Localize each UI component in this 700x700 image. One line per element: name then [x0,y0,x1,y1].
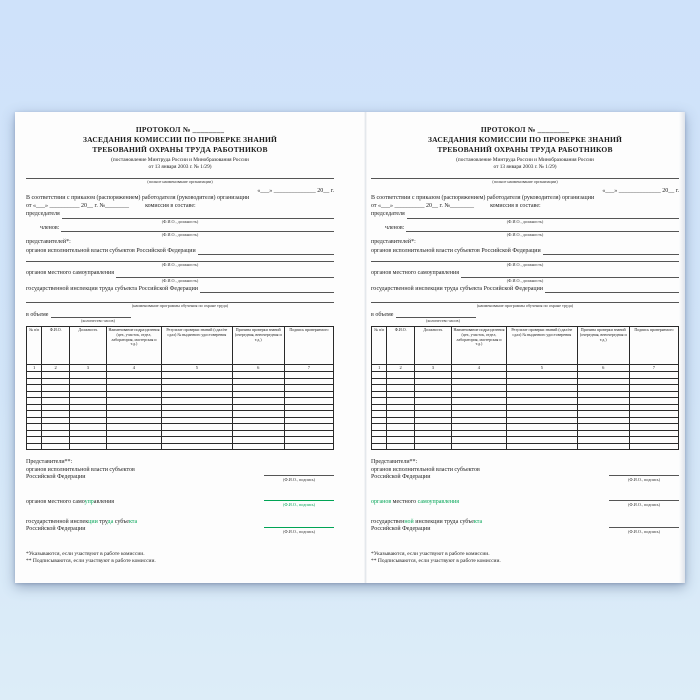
exec-footer-line2: Российской Федерации [26,474,86,480]
fio-caption: (Ф.И.О., должность) [161,262,199,267]
exec-authority-blank [198,248,334,255]
volume-label: в объеме [371,312,394,318]
local-gov-signature-block [609,494,679,507]
signature-line [609,494,679,501]
table-header-cell: Наименование подразделения (цех, участок, отдел, лаборатория, мастерская и т.д.) [106,327,161,365]
signatures-section [371,459,679,566]
program-caption: (наименование программы обучения по охране труда) [476,303,574,308]
empty-cell [42,443,70,450]
signature-caption: (Ф.И.О., подпись) [283,476,315,482]
title-line-2: ЗАСЕДАНИЯ КОМИССИИ ПО ПРОВЕРКЕ ЗНАНИЙ [427,135,623,144]
footnotes [371,551,679,566]
fio-caption: (Ф.И.О., должность) [506,232,544,237]
signature-caption: (Ф.И.О., подпись) [628,528,660,534]
volume-blank [396,311,476,318]
volume-line [26,311,334,318]
title-line-3: ТРЕБОВАНИЙ ОХРАНЫ ТРУДА РАБОТНИКОВ [437,145,613,154]
org-name-caption: (полное наименование организации) [492,179,558,184]
column-number-cell: 2 [42,365,70,372]
exec-signature-group [371,467,679,482]
title-line-3: ТРЕБОВАНИЙ ОХРАНЫ ТРУДА РАБОТНИКОВ [92,145,268,154]
commission-text: комиссия в составе: [145,202,196,209]
representatives-footer-label: Представители**: [371,459,418,465]
signature-line [264,521,334,528]
members-line [371,225,679,233]
footnote-1: *Указываются, если участвуют в работе комиссии. [371,550,490,557]
column-number-cell: 6 [232,365,284,372]
table-header-cell: Причина проверки знаний (очередная, внеочередная и т.д.) [232,327,284,365]
table-header-cell: Ф.И.О. [387,327,415,365]
local-gov-footer-line: органов местного самоуправления [371,499,460,505]
table-header-cell: Результат проверки знаний (сдал/не сдал) № выданного удостоверения [162,327,233,365]
empty-cell [284,443,333,450]
table-header-cell: Подпись проверяемого [629,327,678,365]
empty-cell [629,443,678,450]
exec-footer-line1: органов исполнительной власти субъектов [371,466,480,473]
members-label: членов: [385,224,405,231]
table-header-cell: Результат проверки знаний (сдал/не сдал) № выданного удостоверения [507,327,578,365]
members-blank [406,225,679,232]
exec-authority-label: органов исполнительной власти субъектов Российской Федерации [371,247,541,254]
empty-cell [451,443,506,450]
inspection-label: государственной инспекции труда субъекта Российской Федерации [26,285,198,292]
exec-footer-line1: органов исполнительной власти субъектов [26,466,135,473]
fio-caption: (Ф.И.О., должность) [506,262,544,267]
signature-caption: (Ф.И.О., подпись) [283,528,315,534]
volume-line [371,311,679,318]
inspection-blank [200,286,334,293]
column-number-cell: 2 [387,365,415,372]
fio-caption: (Ф.И.О., должность) [161,218,199,224]
exec-signature-block [609,469,679,482]
local-gov-line [26,270,334,278]
inspection-signature-block [609,521,679,534]
empty-cell [387,443,415,450]
table-header-cell: № п/п [372,327,387,365]
inspection-footer-line2: Российской Федерации [26,526,86,532]
local-gov-signature-group [371,494,679,507]
column-number-cell: 5 [507,365,578,372]
inspection-footer-line: государственной инспекции труда субъекта [371,518,483,525]
commission-text: комиссия в составе: [490,202,541,209]
volume-blank [51,311,131,318]
local-gov-blank [461,271,679,278]
subtitle-line-2: от 13 января 2003 г. № 1/29) [493,163,557,170]
inspection-label: государственной инспекции труда субъекта Российской Федерации [371,285,543,292]
signature-caption: (Ф.И.О., подпись) [283,501,315,507]
page-title: ПРОТОКОЛ № ________ [480,125,570,134]
volume-label: в объеме [26,312,49,318]
results-table [371,326,679,450]
page-title: ПРОТОКОЛ № ________ [135,125,225,134]
inspection-signature-block [264,521,334,534]
title-line-2: ЗАСЕДАНИЯ КОМИССИИ ПО ПРОВЕРКЕ ЗНАНИЙ [82,135,278,144]
hours-caption: (количество часов) [81,318,115,323]
empty-cell [232,443,284,450]
column-number-cell: 4 [451,365,506,372]
empty-cell [414,443,451,450]
table-header-cell: Причина проверки знаний (очередная, внеочередная и т.д.) [577,327,629,365]
column-number-cell: 6 [577,365,629,372]
chairman-blank [407,212,679,219]
column-number-cell: 5 [162,365,233,372]
signature-line [264,469,334,476]
column-number-cell: 1 [27,365,42,372]
members-blank [61,225,334,232]
empty-cell [69,443,106,450]
date-blank-line: «___» ______________ 20__ г. [602,188,679,194]
local-gov-signature-group [26,494,334,507]
signature-line [609,469,679,476]
table-header-cell: Должность [69,327,106,365]
signatures-section [26,459,334,566]
exec-authority-line [26,248,334,256]
local-gov-signature-block [264,494,334,507]
column-number-cell: 4 [106,365,161,372]
column-number-cell: 7 [629,365,678,372]
local-gov-blank [116,271,334,278]
empty-cell [507,443,578,450]
inspection-line [26,286,334,294]
org-name-caption: (полное наименование организации) [147,179,213,184]
fio-caption: (Ф.И.О., должность) [161,277,199,283]
order-number-blank: от «___» __________ 20__ г. №________ [26,202,130,209]
signature-caption: (Ф.И.О., подпись) [628,501,660,507]
inspection-blank [545,286,679,293]
document-spread [15,112,685,583]
exec-footer-line2: Российской Федерации [371,474,431,480]
fio-caption: (Ф.И.О., должность) [506,218,544,224]
table-header-cell: Должность [414,327,451,365]
page-edge-shadow [679,112,685,583]
subtitle-line-1: (постановление Минтруда России и Минобразования России [456,157,594,163]
signature-caption: (Ф.И.О., подпись) [628,476,660,482]
local-gov-footer-line: органов местного самоуправления [26,499,115,505]
representatives-footer-label: Представители**: [26,459,73,465]
protocol-page-right [350,112,685,583]
table-header-cell: № п/п [27,327,42,365]
chairman-label: председателя [26,211,60,217]
table-header-cell: Наименование подразделения (цех, участок, отдел, лаборатория, мастерская и т.д.) [451,327,506,365]
local-gov-line [371,270,679,278]
column-number-cell: 3 [69,365,106,372]
chairman-blank [62,212,334,219]
subtitle-line-1: (постановление Минтруда России и Минобразования России [111,157,249,163]
footnote-2: ** Подписываются, если участвуют в работе комиссии. [26,558,156,564]
empty-cell [106,443,161,450]
signature-line [609,521,679,528]
protocol-page-left [15,112,350,583]
results-table [26,326,334,450]
inspection-line [371,286,679,294]
subtitle-line-2: от 13 января 2003 г. № 1/29) [148,163,212,170]
table-header-cell: Подпись проверяемого [284,327,333,365]
order-number-blank: от «___» __________ 20__ г. №________ [371,202,475,209]
empty-cell [27,443,42,450]
date-blank-line: «___» ______________ 20__ г. [257,188,334,194]
footnote-1: *Указываются, если участвуют в работе комиссии. [26,550,145,557]
members-label: членов: [40,224,60,231]
table-header-cell: Ф.И.О. [42,327,70,365]
exec-authority-line [371,248,679,256]
column-number-cell: 1 [372,365,387,372]
intro-order-line [371,203,679,211]
intro-order-line [26,203,334,211]
local-gov-label: органов местного самоуправления [26,270,115,276]
representatives-label: представителей*: [26,239,71,245]
inspection-signature-group [371,519,679,534]
local-gov-label: органов местного самоуправления [371,270,460,276]
signature-line [264,494,334,501]
hours-caption: (количество часов) [426,318,460,323]
chairman-line [26,211,334,219]
inspection-signature-group [26,519,334,534]
intro-paragraph: В соответствии с приказом (распоряжением) работодателя (руководителя) организации [371,195,595,201]
empty-cell [372,443,387,450]
representatives-label: представителей*: [371,239,416,245]
fio-caption: (Ф.И.О., должность) [161,232,199,237]
column-number-cell: 7 [284,365,333,372]
table-row [372,443,679,450]
empty-cell [577,443,629,450]
page-fold-divider [364,112,367,583]
program-caption: (наименование программы обучения по охране труда) [131,303,229,308]
exec-authority-blank [543,248,679,255]
inspection-footer-line: государственной инспекции труда субъекта [26,518,138,525]
intro-paragraph: В соответствии с приказом (распоряжением) работодателя (руководителя) организации [26,195,250,201]
column-number-cell: 3 [414,365,451,372]
exec-authority-label: органов исполнительной власти субъектов Российской Федерации [26,247,196,254]
fio-caption: (Ф.И.О., должность) [506,277,544,283]
footnotes [26,551,334,566]
footnote-2: ** Подписываются, если участвуют в работе комиссии. [371,558,501,564]
chairman-line [371,211,679,219]
members-line [26,225,334,233]
table-row [27,443,334,450]
inspection-footer-line2: Российской Федерации [371,526,431,532]
exec-signature-block [264,469,334,482]
chairman-label: председателя [371,211,405,217]
exec-signature-group [26,467,334,482]
empty-cell [162,443,233,450]
